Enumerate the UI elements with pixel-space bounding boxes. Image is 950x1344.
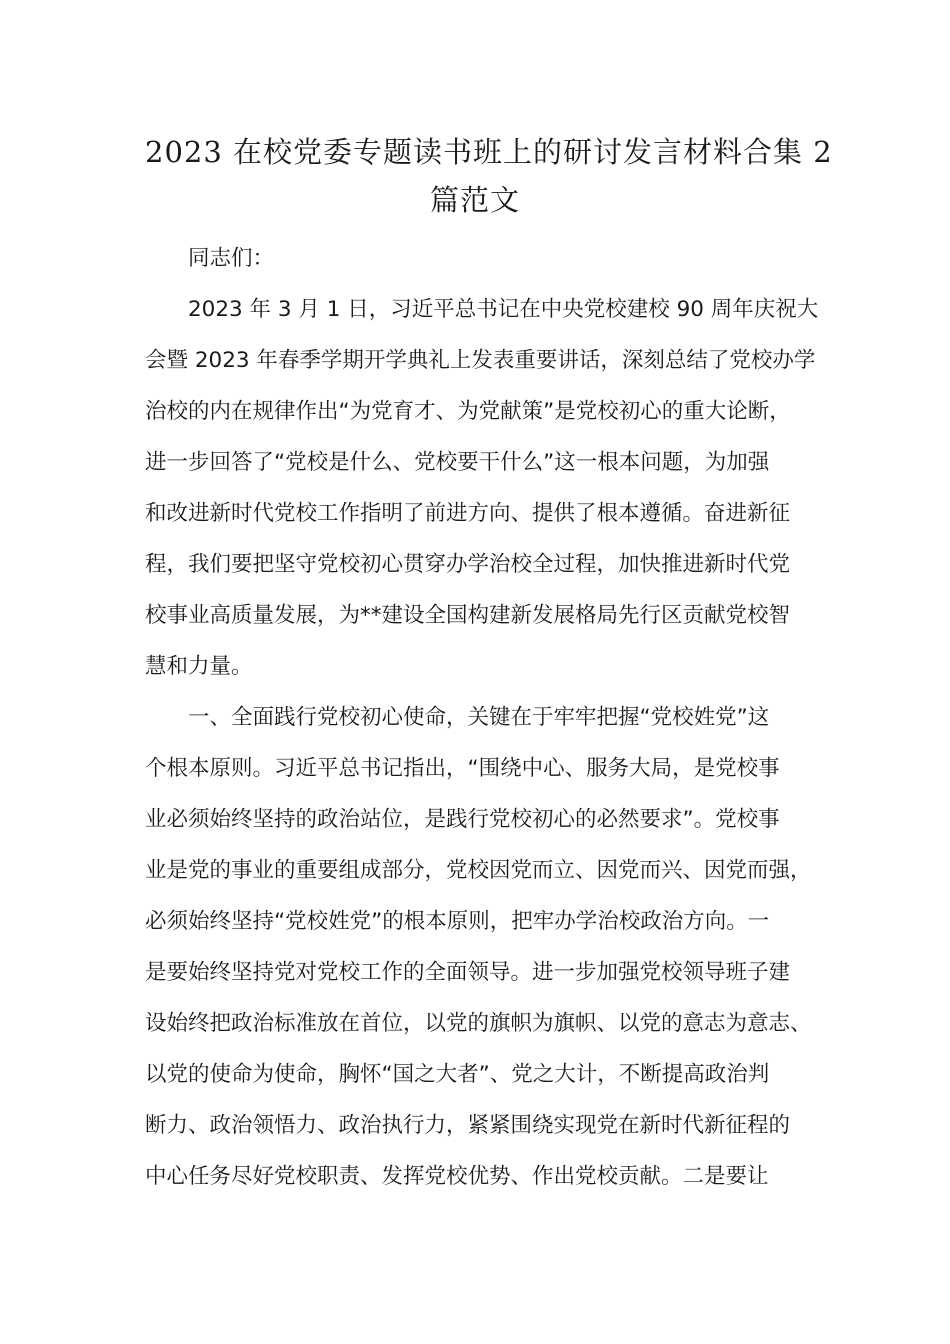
paragraph-line: 业必须始终坚持的政治站位，是践行党校初心的必然要求”。党校事 — [145, 807, 780, 832]
paragraph-line: 治校的内在规律作出“为党育才、为党献策”是党校初心的重大论断， — [145, 399, 791, 424]
paragraph-line: 设始终把政治标准放在首位，以党的旗帜为旗帜、以党的意志为意志、 — [145, 1011, 812, 1036]
paragraph-line: 一、全面践行党校初心使命，关键在于牢牢把握“党校姓党”这 — [188, 705, 770, 730]
paragraph-line: 个根本原则。习近平总书记指出，“围绕中心、服务大局，是党校事 — [145, 756, 780, 781]
paragraph-line: 必须始终坚持“党校姓党”的根本原则，把牢办学治校政治方向。一 — [145, 909, 770, 934]
paragraph-line: 校事业高质量发展，为**建设全国构建新发展格局先行区贡献党校智 — [145, 603, 791, 628]
paragraph-line: 2023 年 3 月 1 日，习近平总书记在中央党校建校 90 周年庆祝大 — [188, 297, 819, 322]
document-body — [145, 233, 819, 1202]
paragraph-line: 断力、政治领悟力、政治执行力，紧紧围绕实现党在新时代新征程的 — [145, 1113, 791, 1138]
paragraph-line: 中心任务尽好党校职责、发挥党校优势、作出党校贡献。二是要让 — [145, 1164, 769, 1189]
document-title — [145, 128, 833, 224]
paragraph-1 — [145, 284, 819, 692]
paragraph-line: 业是党的事业的重要组成部分，党校因党而立、因党而兴、因党而强， — [145, 858, 812, 883]
paragraph-2 — [145, 692, 815, 1202]
paragraph-line: 程，我们要把坚守党校初心贯穿办学治校全过程，加快推进新时代党 — [145, 552, 791, 577]
paragraph-line: 慧和力量。 — [145, 654, 253, 679]
title-line-1: 2023 在校党委专题读书班上的研讨发言材料合集 2 — [145, 135, 833, 169]
paragraph-line: 进一步回答了“党校是什么、党校要干什么”这一根本问题，为加强 — [145, 450, 770, 475]
paragraph-line: 以党的使命为使命，胸怀“国之大者”、党之大计，不断提高政治判 — [145, 1062, 770, 1087]
paragraph-line: 会暨 2023 年春季学期开学典礼上发表重要讲话，深刻总结了党校办学 — [145, 348, 816, 373]
paragraph-line: 和改进新时代党校工作指明了前进方向、提供了根本遵循。奋进新征 — [145, 501, 791, 526]
title-line-2: 篇范文 — [429, 183, 520, 217]
paragraph-line: 是要始终坚持党对党校工作的全面领导。进一步加强党校领导班子建 — [145, 960, 791, 985]
salutation: 同志们： — [188, 246, 275, 271]
